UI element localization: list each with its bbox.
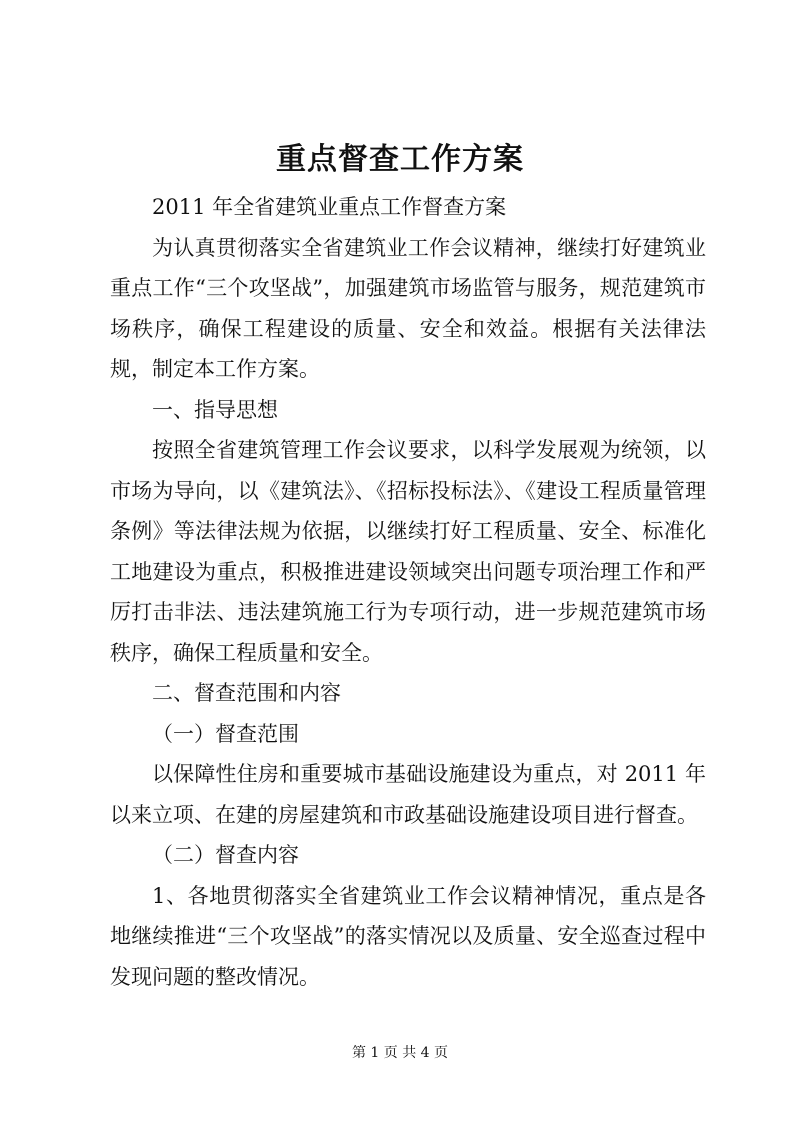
section-heading-guiding-thought: 一、指导思想 <box>152 397 278 422</box>
document-title: 重点督查工作方案 <box>276 142 524 177</box>
page-number-footer: 第 1 页 共 4 页 <box>351 1045 449 1061</box>
subtitle-paragraph: 2011 年全省建筑业重点工作督查方案 <box>152 195 507 219</box>
subsection-heading-scope: （一）督查范围 <box>152 721 299 746</box>
content-item-1-paragraph: 1、各地贯彻落实全省建筑业工作会议精神情况，重点是各地继续推进“三个攻坚战”的落实情况以及质量、安全巡查过程中发现问题的整改情况。 <box>110 883 706 989</box>
document-body <box>110 187 706 997</box>
section-heading-scope-content: 二、督查范围和内容 <box>152 681 341 705</box>
guiding-thought-paragraph: 按照全省建筑管理工作会议要求，以科学发展观为统领，以市场为导向，以《建筑法》、《招标投标法》、《建设工程质量管理条例》等法律法规为依据，以继续打好工程质量、安全、标准化工地建设为重点，积极推进建设领域突出问题专项治理工作和严厉打击非法、违法建筑施工行为专项行动，进一步规范建筑市场秩序，确保工程质量和安全。 <box>110 438 706 665</box>
scope-paragraph: 以保障性住房和重要城市基础设施建设为重点，对 2011 年以来立项、在建的房屋建筑和市政基础设施建设项目进行督查。 <box>110 762 706 827</box>
subsection-heading-content: （二）督查内容 <box>152 843 299 867</box>
intro-paragraph: 为认真贯彻落实全省建筑业工作会议精神，继续打好建筑业重点工作“三个攻坚战”，加强建筑市场监管与服务，规范建筑市场秩序，确保工程建设的质量、安全和效益。根据有关法律法规，制定本工作方案。 <box>110 235 706 381</box>
